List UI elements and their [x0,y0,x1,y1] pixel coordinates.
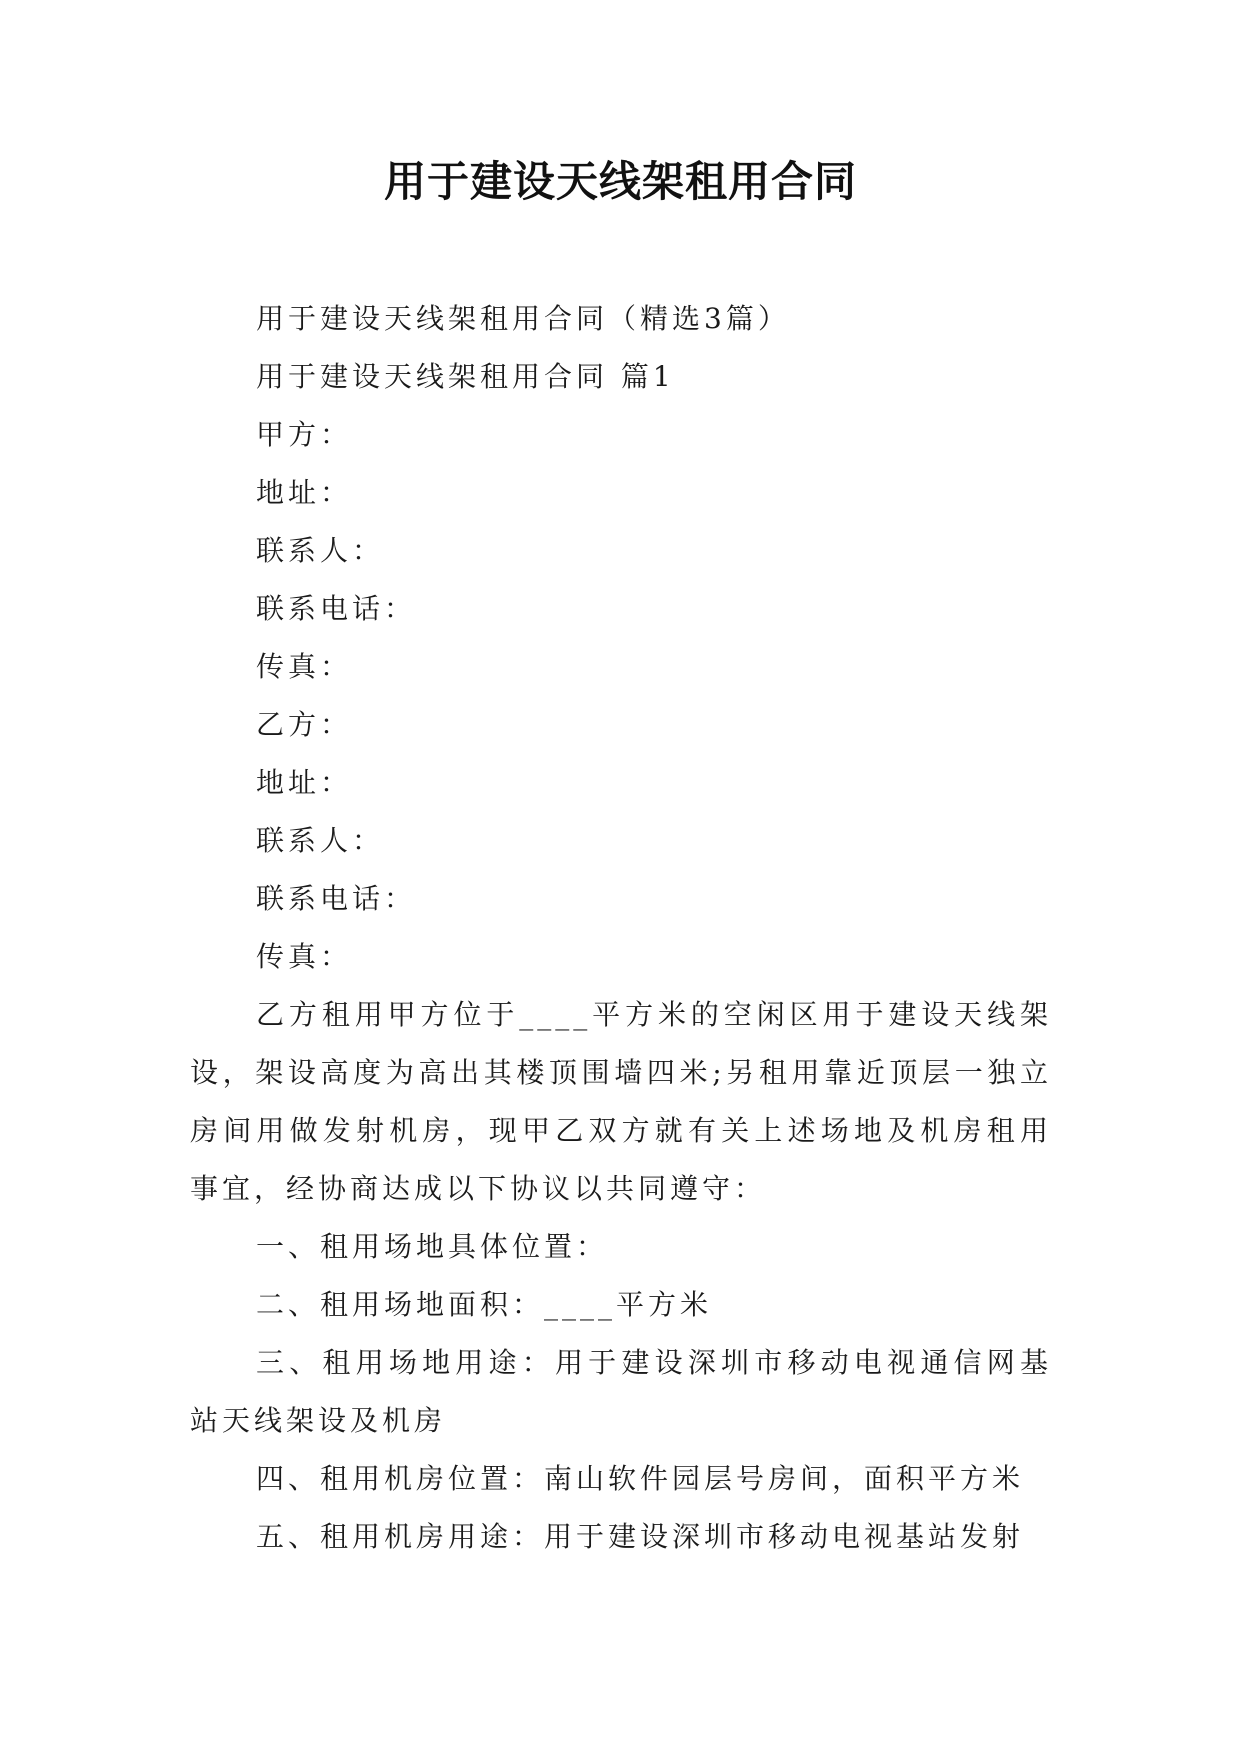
party-a-label: 甲方： [256,418,353,451]
clause-4: 四、租用机房位置：南山软件园层号房间，面积平方米 [256,1462,1025,1495]
clause-3: 三、租用场地用途：用于建设深圳市移动电视通信网基站天线架设及机房 [190,1346,1052,1437]
party-a-fax: 传真： [256,650,353,683]
section-heading: 用于建设天线架租用合同 篇1 [256,360,675,393]
clause-2: 二、租用场地面积：____平方米 [256,1288,713,1321]
party-b-phone: 联系电话： [256,882,417,915]
party-a-phone: 联系电话： [256,592,417,625]
subtitle-line: 用于建设天线架租用合同（精选3篇） [256,302,790,335]
party-a-contact: 联系人： [256,534,385,567]
party-b-contact: 联系人： [256,824,385,857]
intro-paragraph: 乙方租用甲方位于____平方米的空闲区用于建设天线架设，架设高度为高出其楼顶围墙四米;另租用靠近顶层一独立房间用做发射机房，现甲乙双方就有关上述场地及机房租用事宜，经协商达成以下协议以共同遵守： [190,998,1052,1205]
party-b-label: 乙方： [256,708,353,741]
party-b-fax: 传真： [256,940,353,973]
party-b-address: 地址： [256,766,353,799]
clause-1: 一、租用场地具体位置： [256,1230,609,1263]
document-body [190,290,1052,1566]
clause-5: 五、租用机房用途：用于建设深圳市移动电视基站发射 [256,1520,1025,1553]
document-title: 用于建设天线架租用合同 [383,157,857,206]
party-a-address: 地址： [256,476,353,509]
